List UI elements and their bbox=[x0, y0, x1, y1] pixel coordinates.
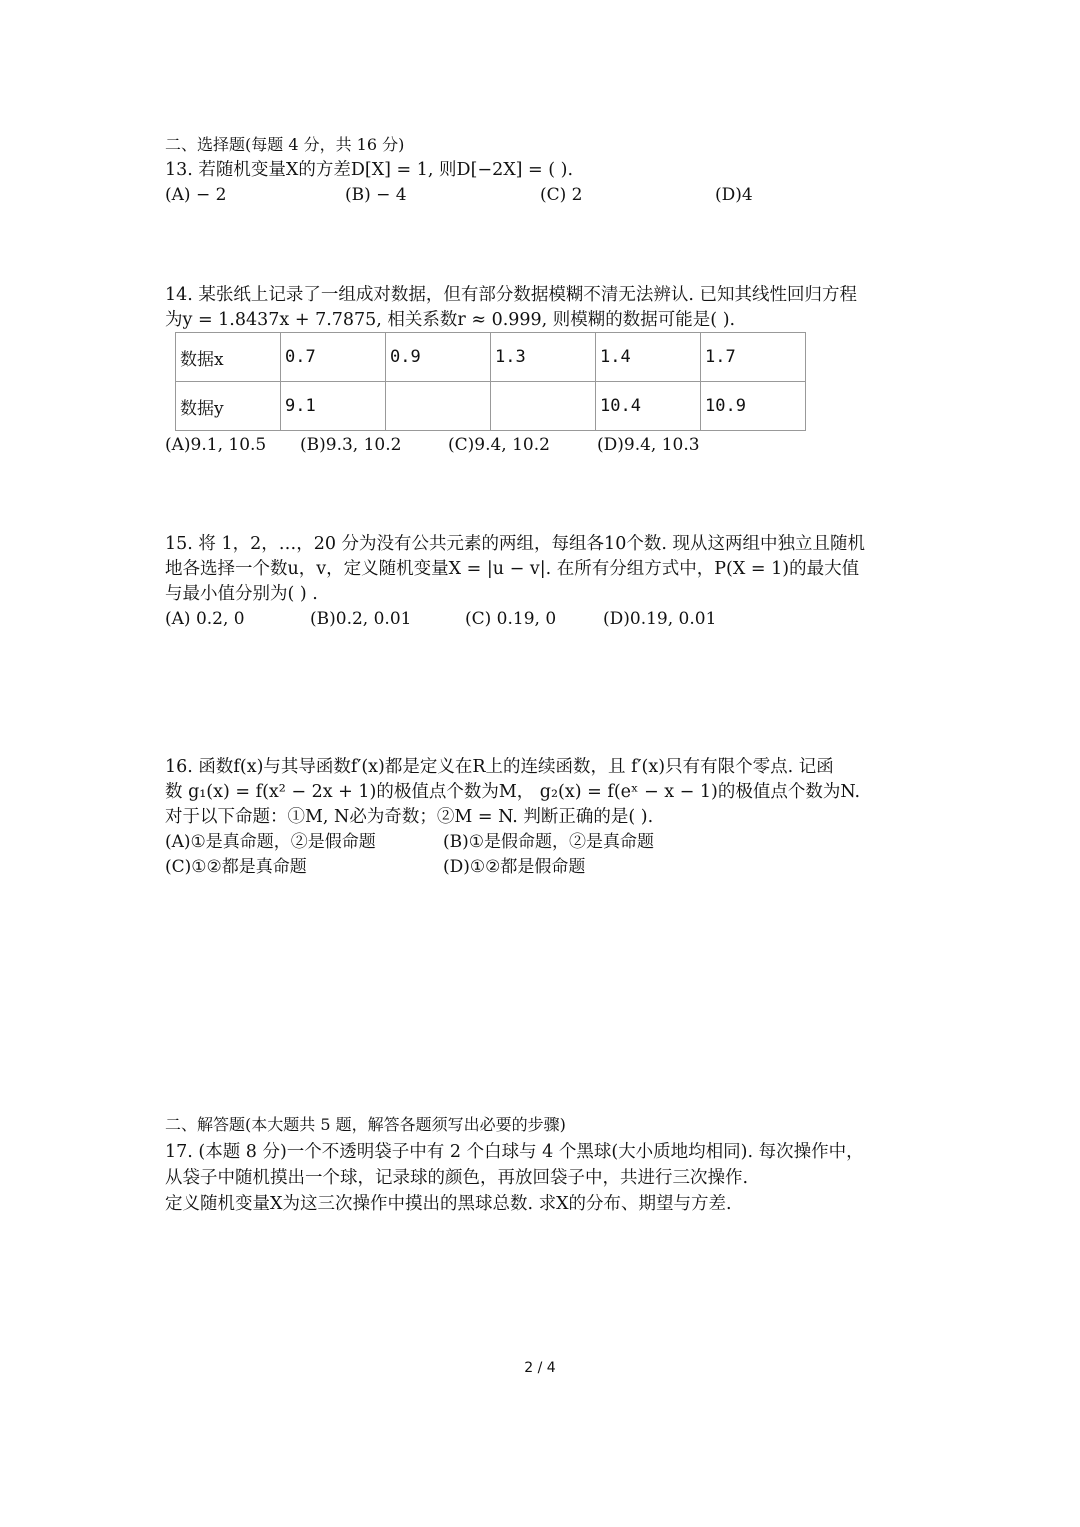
table-cell: 1.7 bbox=[701, 333, 806, 382]
question-16-line-1: 16. 函数f(x)与其导函数f′(x)都是定义在R上的连续函数，且 f′(x)只有有限个零点. 记函 bbox=[165, 757, 834, 777]
question-16-options-row-2 bbox=[165, 855, 905, 879]
question-15-options bbox=[165, 607, 905, 631]
q16-option-a: (A)①是真命题，②是假命题 bbox=[165, 832, 376, 852]
question-14-options bbox=[165, 433, 905, 457]
q13-option-d: (D)4 bbox=[715, 185, 753, 205]
table-cell: 0.9 bbox=[386, 333, 491, 382]
question-17-line-3: 定义随机变量X为这三次操作中摸出的黑球总数. 求X的分布、期望与方差. bbox=[165, 1194, 732, 1214]
table-cell: 数据x bbox=[176, 333, 281, 382]
q16-option-d: (D)①②都是假命题 bbox=[443, 857, 586, 877]
q15-option-d: (D)0.19, 0.01 bbox=[603, 609, 717, 629]
table-cell: 9.1 bbox=[281, 382, 386, 431]
table-cell bbox=[386, 382, 491, 431]
table-cell bbox=[491, 382, 596, 431]
q16-option-c: (C)①②都是真命题 bbox=[165, 857, 307, 877]
table-cell: 10.9 bbox=[701, 382, 806, 431]
table-cell: 0.7 bbox=[281, 333, 386, 382]
question-15-line-1: 15. 将 1，2，…，20 分为没有公共元素的两组，每组各10个数. 现从这两组中独立且随机 bbox=[165, 534, 865, 554]
q14-option-d: (D)9.4, 10.3 bbox=[597, 435, 700, 455]
table-cell: 1.3 bbox=[491, 333, 596, 382]
section-heading-multiple-choice: 二、选择题(每题 4 分，共 16 分) bbox=[165, 135, 405, 154]
question-17-line-1: 17. (本题 8 分)一个不透明袋子中有 2 个白球与 4 个黑球(大小质地均相同). 每次操作中， bbox=[165, 1142, 864, 1162]
table-row-x bbox=[176, 333, 806, 382]
q14-option-b: (B)9.3, 10.2 bbox=[300, 435, 402, 455]
question-14-line-2: 为y = 1.8437x + 7.7875, 相关系数r ≈ 0.999, 则模糊的数据可能是( ). bbox=[165, 310, 736, 330]
q14-option-a: (A)9.1, 10.5 bbox=[165, 435, 267, 455]
q15-option-b: (B)0.2, 0.01 bbox=[310, 609, 412, 629]
q15-option-a: (A) 0.2, 0 bbox=[165, 609, 245, 629]
question-13-options bbox=[165, 183, 905, 207]
question-16-options-row-1 bbox=[165, 830, 905, 854]
q13-option-c: (C) 2 bbox=[540, 185, 583, 205]
table-cell: 数据y bbox=[176, 382, 281, 431]
question-13-stem: 13. 若随机变量X的方差D[X] = 1, 则D[−2X] = ( ). bbox=[165, 160, 574, 180]
q16-option-b: (B)①是假命题，②是真命题 bbox=[443, 832, 654, 852]
section-heading-solutions: 二、解答题(本大题共 5 题，解答各题须写出必要的步骤) bbox=[165, 1115, 566, 1134]
question-16-line-2: 数 g₁(x) = f(x² − 2x + 1)的极值点个数为M， g₂(x) = f(eˣ − x − 1)的极值点个数为N. bbox=[165, 782, 861, 802]
question-17-line-2: 从袋子中随机摸出一个球，记录球的颜色，再放回袋子中，共进行三次操作. bbox=[165, 1168, 749, 1188]
question-15-line-3: 与最小值分别为( ) . bbox=[165, 584, 318, 604]
page-number: 2 / 4 bbox=[524, 1360, 556, 1376]
table-row-y bbox=[176, 382, 806, 431]
q15-option-c: (C) 0.19, 0 bbox=[465, 609, 557, 629]
q13-option-b: (B) − 4 bbox=[345, 185, 407, 205]
question-14-data-table bbox=[175, 332, 806, 431]
question-15-line-2: 地各选择一个数u，v，定义随机变量X = |u − v|. 在所有分组方式中，P(X = 1)的最大值 bbox=[165, 559, 860, 579]
table-cell: 10.4 bbox=[596, 382, 701, 431]
question-14-line-1: 14. 某张纸上记录了一组成对数据，但有部分数据模糊不清无法辨认. 已知其线性回归方程 bbox=[165, 285, 858, 305]
q14-option-c: (C)9.4, 10.2 bbox=[448, 435, 550, 455]
question-16-line-3: 对于以下命题：①M, N必为奇数；②M = N. 判断正确的是( ). bbox=[165, 807, 654, 827]
q13-option-a: (A) − 2 bbox=[165, 185, 227, 205]
table-cell: 1.4 bbox=[596, 333, 701, 382]
